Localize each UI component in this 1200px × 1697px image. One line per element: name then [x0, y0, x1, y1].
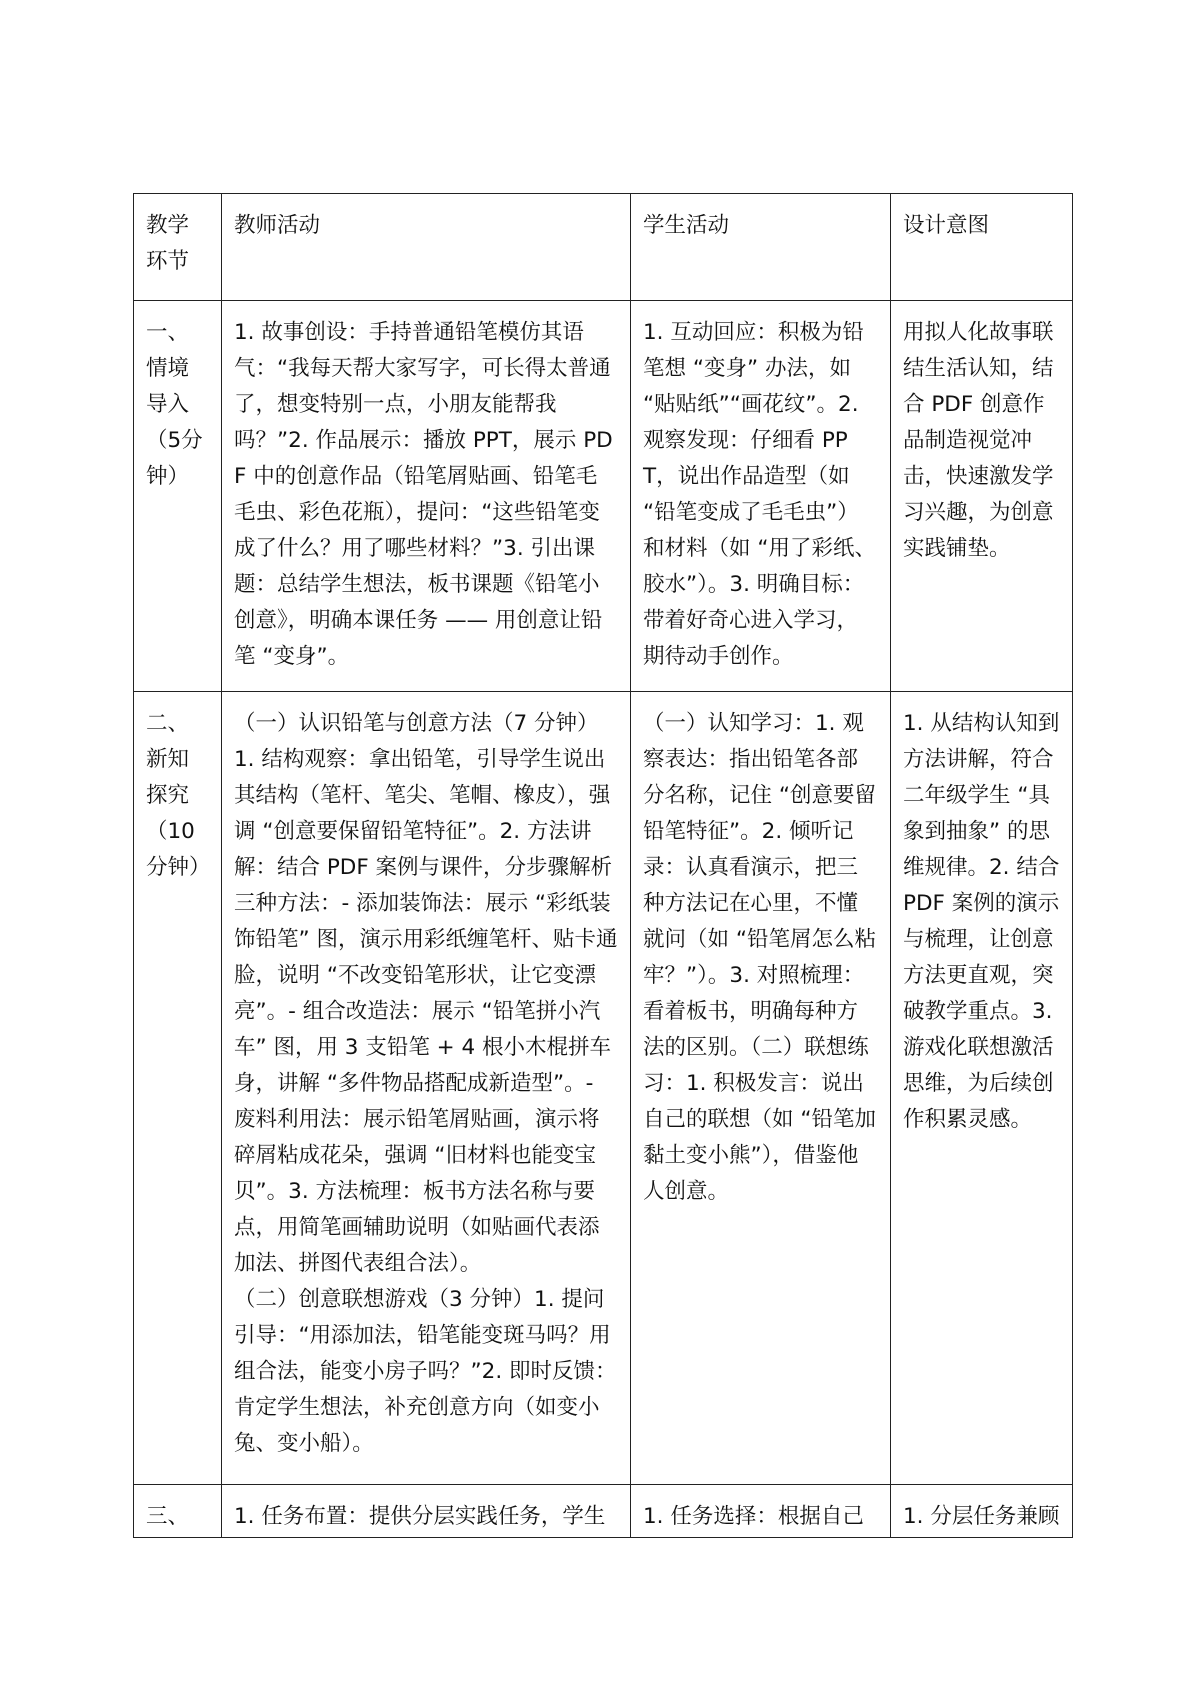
lesson-plan-table	[133, 193, 1073, 1538]
row3-teacher-activity: 1. 任务布置：提供分层实践任务，学生	[222, 1485, 631, 1538]
row2-stage: 二、新知探究（10分钟）	[134, 692, 222, 1485]
row1-design-intent: 用拟人化故事联结生活认知，结合 PDF 创意作品制造视觉冲击，快速激发学习兴趣，为创意实践铺垫。	[891, 301, 1073, 692]
row2-student-activity: （一）认知学习：1. 观察表达：指出铅笔各部分名称，记住 “创意要留铅笔特征”。2. 倾听记录：认真看演示，把三种方法记在心里，不懂就问（如 “铅笔屑怎么粘牢？”）。3. 对照梳理：看着板书，明确每种方法的区别。（二）联想练习：1. 积极发言：说出自己的联想（如 “铅笔加黏土变小熊”），借鉴他人创意。	[631, 692, 891, 1485]
header-stage: 教学环节	[134, 194, 222, 301]
row2-teacher-part2: （二）创意联想游戏（3 分钟）1. 提问引导：“用添加法，铅笔能变斑马吗？用组合法，能变小房子吗？”2. 即时反馈：肯定学生想法，补充创意方向（如变小兔、变小船）。	[234, 1287, 617, 1456]
table-row	[134, 692, 1073, 1485]
header-teacher-activity: 教师活动	[222, 194, 631, 301]
row3-student-activity: 1. 任务选择：根据自己	[631, 1485, 891, 1538]
row1-teacher-activity: 1. 故事创设：手持普通铅笔模仿其语气：“我每天帮大家写字，可长得太普通了，想变特别一点，小朋友能帮我吗？”2. 作品展示：播放 PPT，展示 PDF 中的创意作品（铅笔屑贴画、铅笔毛毛虫、彩色花瓶），提问：“这些铅笔变成了什么？用了哪些材料？”3. 引出课题：总结学生想法，板书课题《铅笔小创意》，明确本课任务 —— 用创意让铅笔 “变身”。	[222, 301, 631, 692]
table-row	[134, 301, 1073, 692]
row2-teacher-activity	[222, 692, 631, 1485]
row2-teacher-part1: （一）认识铅笔与创意方法（7 分钟）1. 结构观察：拿出铅笔，引导学生说出其结构（笔杆、笔尖、笔帽、橡皮），强调 “创意要保留铅笔特征”。2. 方法讲解：结合 PDF 案例与课件，分步骤解析三种方法：- 添加装饰法：展示 “彩纸装饰铅笔” 图，演示用彩纸缠笔杆、贴卡通脸，说明 “不改变铅笔形状，让它变漂亮”。- 组合改造法：展示 “铅笔拼小汽车” 图，用 3 支铅笔 + 4 根小木棍拼车身，讲解 “多件物品搭配成新造型”。- 废料利用法：展示铅笔屑贴画，演示将碎屑粘成花朵，强调 “旧材料也能变宝贝”。3. 方法梳理：板书方法名称与要点，用简笔画辅助说明（如贴画代表添加法、拼图代表组合法）。	[234, 711, 618, 1276]
row3-design-intent: 1. 分层任务兼顾	[891, 1485, 1073, 1538]
header-student-activity: 学生活动	[631, 194, 891, 301]
row1-stage: 一、情境导入（5分钟）	[134, 301, 222, 692]
row3-stage: 三、	[134, 1485, 222, 1538]
row2-design-intent: 1. 从结构认知到方法讲解，符合二年级学生 “具象到抽象” 的思维规律。2. 结合 PDF 案例的演示与梳理，让创意方法更直观，突破教学重点。3. 游戏化联想激活思维，为后续创作积累灵感。	[891, 692, 1073, 1485]
table-header-row	[134, 194, 1073, 301]
table-row	[134, 1485, 1073, 1538]
header-design-intent: 设计意图	[891, 194, 1073, 301]
row1-student-activity: 1. 互动回应：积极为铅笔想 “变身” 办法，如 “贴贴纸”“画花纹”。2. 观察发现：仔细看 PPT，说出作品造型（如 “铅笔变成了毛毛虫”）和材料（如 “用了彩纸、胶水”）。3. 明确目标：带着好奇心进入学习，期待动手创作。	[631, 301, 891, 692]
